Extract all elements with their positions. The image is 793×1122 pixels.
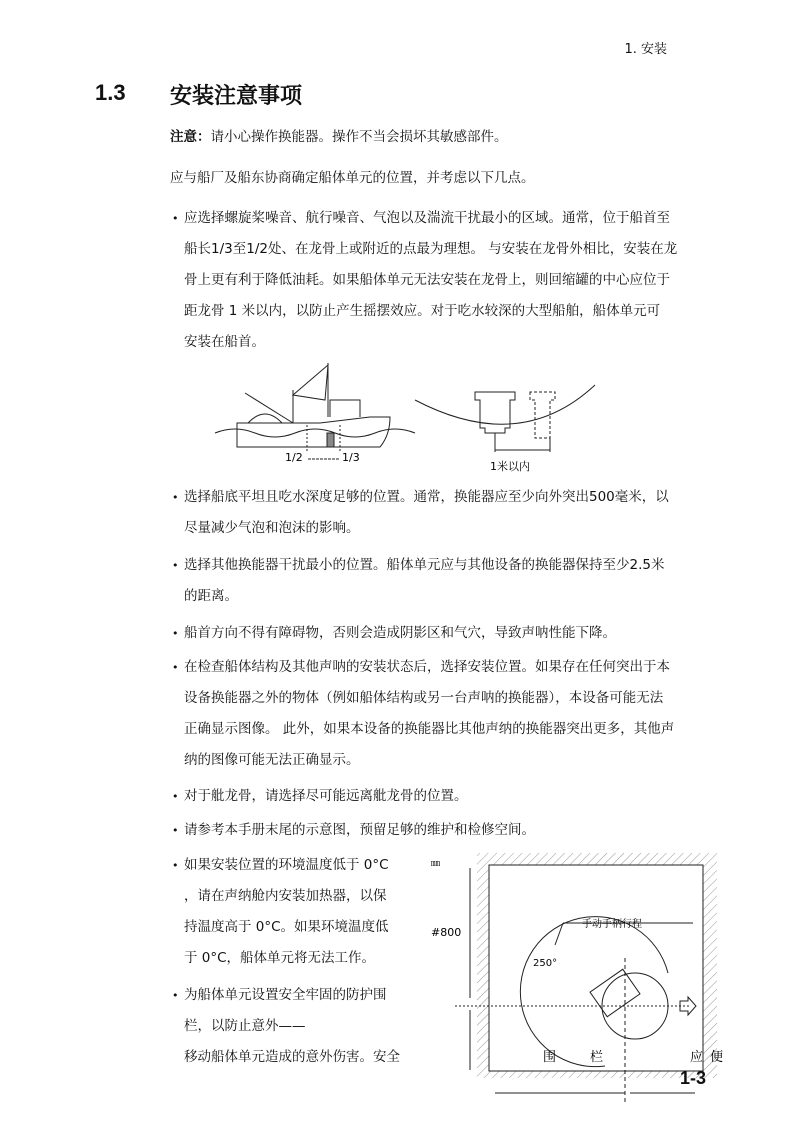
note-label: 注意： — [170, 129, 211, 145]
ratio-third-label: 1/3 — [342, 451, 360, 464]
bullet-line: 纳的图像可能无法正确显示。 — [184, 752, 360, 768]
angle-label: 250° — [533, 958, 558, 969]
chapter-header: 1. 安装 — [624, 42, 667, 57]
note — [170, 122, 508, 153]
note-text: 请小心操作换能器。操作不当会损坏其敏感部件。 — [210, 129, 508, 145]
bullet-item — [170, 482, 669, 544]
section-title: 安装注意事项 — [170, 84, 303, 109]
within-1m-label: 1米以内 — [490, 460, 530, 473]
bullet-line: 栏，以防止意外—— — [184, 1018, 306, 1034]
bullet-line: 安装在船首。 — [184, 334, 265, 350]
section-number: 1.3 — [95, 80, 126, 105]
bullet-item — [170, 781, 468, 812]
dimension-label: #800 — [431, 926, 462, 939]
side-label-2: 便 — [710, 1050, 724, 1065]
bullet-line: 移动船体单元造成的意外伤害。安全 — [184, 1049, 400, 1065]
bullet-item — [170, 815, 535, 846]
bullet-item — [170, 850, 389, 974]
bullet-item — [170, 980, 400, 1073]
intro-paragraph: 应与船厂及船东协商确定船体单元的位置，并考虑以下几点。 — [170, 170, 535, 186]
bullet-line: 的距离。 — [184, 588, 238, 604]
bullet-line: • 船首方向不得有障碍物，否则会造成阴影区和气穴，导致声呐性能下降。 — [170, 618, 616, 649]
bullet-line: • 应选择螺旋桨噪音、航行噪音、气泡以及湍流干扰最小的区域。通常，位于船首至 — [170, 203, 677, 234]
handle-travel-label: 手动手柄行程 — [582, 919, 642, 930]
bullet-line: 于 0°C，船体单元将无法工作。 — [184, 950, 376, 966]
bullet-line: 船长1/3至1/2处、在龙骨上或附近的点最为理想。 与安装在龙骨外相比，安装在龙 — [184, 241, 678, 257]
bullet-line: • 如果安装位置的环境温度低于 0°C — [170, 850, 389, 881]
bullet-item — [170, 550, 664, 612]
bullet-line: 持温度高于 0°C。如果环境温度低 — [184, 919, 389, 935]
bullet-line: 距龙骨 1 米以内，以防止产生摇摆效应。对于吃水较深的大型船舶，船体单元可 — [184, 303, 661, 319]
bullet-line: 设备换能器之外的物体（例如船体结构或另一台声呐的换能器），本设备可能无法 — [184, 690, 664, 706]
top-label: ㎜ — [431, 859, 441, 869]
bullet-line: • 选择其他换能器干扰最小的位置。船体单元应与其他设备的换能器保持至少2.5米 — [170, 550, 664, 581]
fence-label-2: 栏 — [590, 1050, 604, 1065]
fence-label-1: 围 — [543, 1050, 557, 1065]
bullet-line: 骨上更有利于降低油耗。如果船体单元无法安装在龙骨上，则回缩罐的中心应位于 — [184, 272, 670, 288]
bullet-line: • 请参考本手册末尾的示意图，预留足够的维护和检修空间。 — [170, 815, 535, 846]
bullet-item — [170, 652, 674, 776]
bullet-line: • 为船体单元设置安全牢固的防护围 — [170, 980, 400, 1011]
bullet-line: • 对于舭龙骨，请选择尽可能远离舭龙骨的位置。 — [170, 781, 468, 812]
page-number: 1-3 — [680, 1068, 707, 1088]
bullet-line: 尽量减少气泡和泡沫的影响。 — [184, 520, 360, 536]
bullet-line: • 选择船底平坦且吃水深度足够的位置。通常，换能器应至少向外突出500毫米，以 — [170, 482, 669, 513]
bullet-item — [170, 618, 616, 649]
bullet-item — [170, 203, 677, 358]
bullet-line: • 在检查船体结构及其他声呐的安装状态后，选择安装位置。如果存在任何突出于本 — [170, 652, 674, 683]
side-label-1: 应 — [690, 1050, 704, 1065]
bullet-line: ，请在声纳舱内安装加热器，以保 — [184, 888, 387, 904]
ratio-half-label: 1/2 — [285, 451, 303, 464]
ship-installation-figure — [200, 355, 600, 475]
bullet-line: 正确显示图像。 此外，如果本设备的换能器比其他声纳的换能器突出更多，其他声 — [184, 721, 675, 737]
